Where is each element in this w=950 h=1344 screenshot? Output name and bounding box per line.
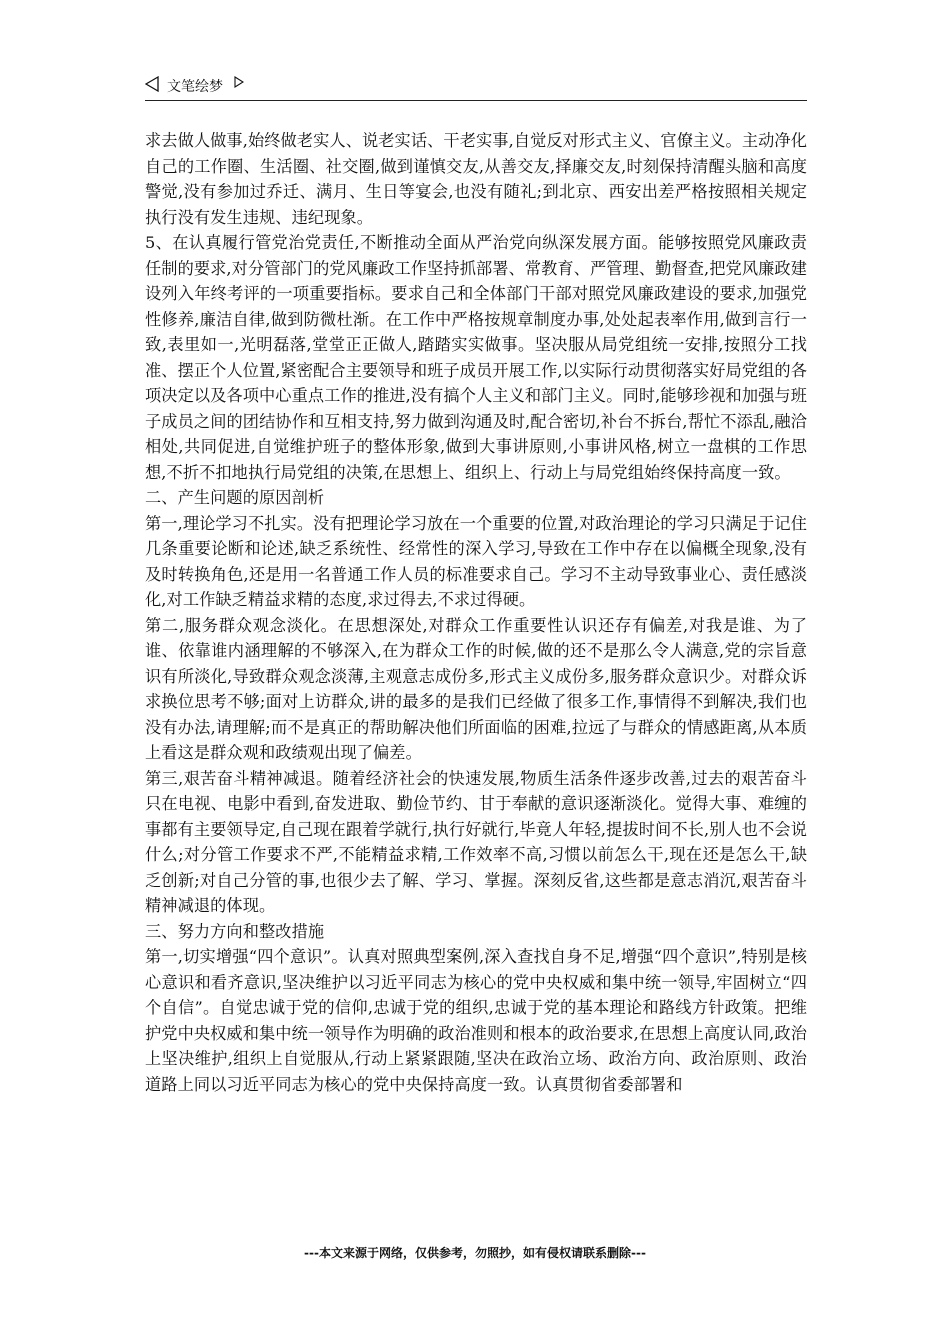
paragraph: 求去做人做事,始终做老实人、说老实话、干老实事,自觉反对形式主义、官僚主义。主动净化自己的工作圈、生活圈、社交圈,做到谨慎交友,从善交友,择廉交友,时刻保持清醒头脑和高度警觉,没有参加过乔迁、满月、生日等宴会,也没有随礼;到北京、西安出差严格按照相关规定执行没有发生违规、违纪现象。 bbox=[145, 131, 807, 227]
paragraph: 第一,切实增强“四个意识”。认真对照典型案例,深入查找自身不足,增强“四个意识”,特别是核心意识和看齐意识,坚决维护以习近平同志为核心的党中央权威和集中统一领导,牢固树立“四个自信”。自觉忠诚于党的信仰,忠诚于党的组织,忠诚于党的基本理论和路线方针政策。把维护党中央权威和集中统一领导作为明确的政治准则和根本的政治要求,在思想上高度认同,政治上坚决维护,组织上自觉服从,行动上紧紧跟随,坚决在政治立场、政治方向、政治原则、政治道路上同以习近平同志为核心的党中央保持高度一致。认真贯彻省委部署和 bbox=[145, 947, 807, 1094]
paragraph: 第二,服务群众观念淡化。在思想深处,对群众工作重要性认识还存有偏差,对我是谁、为了谁、依靠谁内涵理解的不够深入,在为群众工作的时候,做的还不是那么令人满意,党的宗旨意识有所淡化,导致群众观念淡薄,主观意志成份多,形式主义成份多,服务群众意识少。对群众诉求换位思考不够;面对上访群众,讲的最多的是我们已经做了很多工作,事情得不到解决,我们也没有办法,请理解;而不是真正的帮助解决他们所面临的困难,拉远了与群众的情感距离,从本质上看这是群众观和政绩观出现了偏差。 bbox=[145, 615, 807, 762]
triangle-right-outline-icon bbox=[234, 76, 244, 88]
section-heading: 二、产生问题的原因剖析 bbox=[145, 488, 325, 507]
paragraph: 第一,理论学习不扎实。没有把理论学习放在一个重要的位置,对政治理论的学习只满足于记住几条重要论断和论述,缺乏系统性、经常性的深入学习,导致在工作中存在以偏概全现象,没有及时转换角色,还是用一名普通工作人员的标准要求自己。学习不主动导致事业心、责任感淡化,对工作缺乏精益求精的态度,求过得去,不求过得硬。 bbox=[145, 513, 807, 609]
paragraph: 第三,艰苦奋斗精神减退。随着经济社会的快速发展,物质生活条件逐步改善,过去的艰苦奋斗只在电视、电影中看到,奋发进取、勤俭节约、甘于奉献的意识逐渐淡化。觉得大事、难缠的事都有主要领导定,自己现在跟着学就行,执行好就行,毕竟人年轻,提拔时间不长,别人也不会说什么;对分管工作要求不严,不能精益求精,工作效率不高,习惯以前怎么干,现在还是怎么干,缺乏创新;对自己分管的事,也很少去了解、学习、掌握。深刻反省,这些都是意志消沉,艰苦奋斗精神减退的体现。 bbox=[145, 768, 807, 915]
brand-name: 文笔绘梦 bbox=[167, 79, 223, 95]
page-footer: ---本文来源于网络，仅供参考，勿照抄，如有侵权请联系删除--- bbox=[304, 1246, 646, 1260]
document-body bbox=[145, 128, 807, 1097]
page-header bbox=[145, 72, 807, 101]
paragraph: 5、在认真履行管党治党责任,不断推动全面从严治党向纵深发展方面。能够按照党风廉政责任制的要求,对分管部门的党风廉政工作坚持抓部署、常教育、严管理、勤督查,把党风廉政建设列入年终考评的一项重要指标。要求自己和全体部门干部对照党风廉政建设的要求,加强党性修养,廉洁自律,做到防微杜渐。在工作中严格按规章制度办事,处处起表率作用,做到言行一致,表里如一,光明磊落,堂堂正正做人,踏踏实实做事。坚决服从局党组统一安排,按照分工找准、摆正个人位置,紧密配合主要领导和班子成员开展工作,以实际行动贯彻落实好局党组的各项决定以及各项中心重点工作的推进,没有搞个人主义和部门主义。同时,能够珍视和加强与班子成员之间的团结协作和互相支持,努力做到沟通及时,配合密切,补台不拆台,帮忙不添乱,融洽相处,共同促进,自觉维护班子的整体形象,做到大事讲原则,小事讲风格,树立一盘棋的工作思想,不折不扣地执行局党组的决策,在思想上、组织上、行动上与局党组始终保持高度一致。 bbox=[145, 233, 807, 482]
triangle-left-outline-icon bbox=[145, 76, 159, 92]
section-heading: 三、努力方向和整改措施 bbox=[145, 921, 325, 941]
